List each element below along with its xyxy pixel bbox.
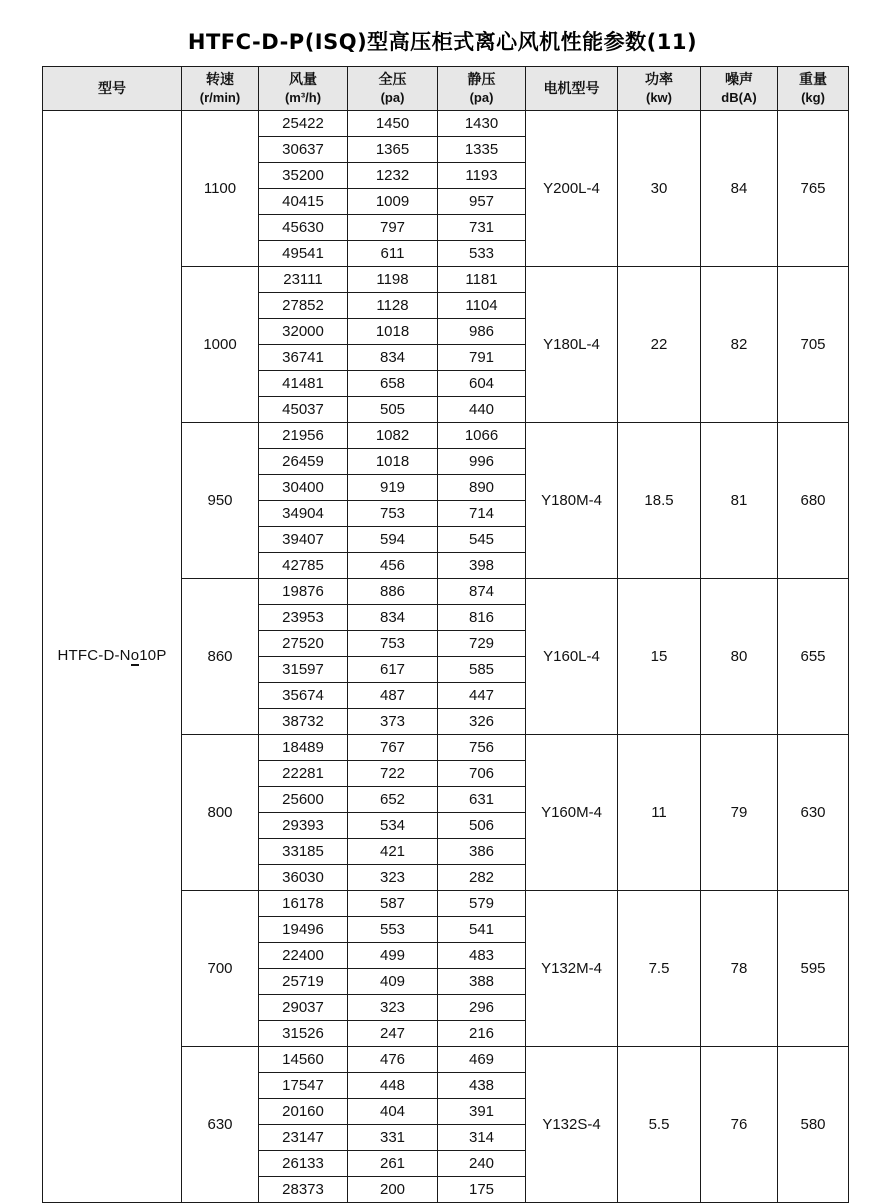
speed-cell: 700 xyxy=(182,891,259,1047)
header-label: 静压 xyxy=(467,71,496,88)
total-pressure-cell: 247 xyxy=(348,1021,438,1047)
header-unit: (m³/h) xyxy=(284,90,322,106)
header-cell-flow xyxy=(259,67,348,111)
total-pressure-cell: 404 xyxy=(348,1099,438,1125)
power-cell: 5.5 xyxy=(618,1047,701,1203)
table-header xyxy=(43,67,849,111)
weight-cell: 630 xyxy=(778,735,849,891)
static-pressure-cell: 240 xyxy=(438,1151,526,1177)
flow-cell: 25719 xyxy=(259,969,348,995)
static-pressure-cell: 175 xyxy=(438,1177,526,1203)
flow-cell: 23953 xyxy=(259,605,348,631)
flow-cell: 26459 xyxy=(259,449,348,475)
static-pressure-cell: 391 xyxy=(438,1099,526,1125)
speed-cell: 630 xyxy=(182,1047,259,1203)
static-pressure-cell: 604 xyxy=(438,371,526,397)
static-pressure-cell: 1181 xyxy=(438,267,526,293)
total-pressure-cell: 487 xyxy=(348,683,438,709)
flow-cell: 30637 xyxy=(259,137,348,163)
flow-cell: 28373 xyxy=(259,1177,348,1203)
static-pressure-cell: 729 xyxy=(438,631,526,657)
static-pressure-cell: 545 xyxy=(438,527,526,553)
model-text-prefix: HTFC-D-N xyxy=(57,647,131,665)
total-pressure-cell: 594 xyxy=(348,527,438,553)
header-row xyxy=(43,67,849,111)
total-pressure-cell: 373 xyxy=(348,709,438,735)
flow-cell: 22281 xyxy=(259,761,348,787)
total-pressure-cell: 1009 xyxy=(348,189,438,215)
flow-cell: 21956 xyxy=(259,423,348,449)
power-cell: 11 xyxy=(618,735,701,891)
motor-cell: Y132M-4 xyxy=(526,891,618,1047)
total-pressure-cell: 505 xyxy=(348,397,438,423)
flow-cell: 35200 xyxy=(259,163,348,189)
power-cell: 18.5 xyxy=(618,423,701,579)
speed-cell: 1100 xyxy=(182,111,259,267)
weight-cell: 655 xyxy=(778,579,849,735)
total-pressure-cell: 617 xyxy=(348,657,438,683)
flow-cell: 20160 xyxy=(259,1099,348,1125)
flow-cell: 19876 xyxy=(259,579,348,605)
total-pressure-cell: 722 xyxy=(348,761,438,787)
flow-cell: 35674 xyxy=(259,683,348,709)
model-cell xyxy=(43,111,182,1203)
power-cell: 30 xyxy=(618,111,701,267)
power-cell: 22 xyxy=(618,267,701,423)
total-pressure-cell: 1365 xyxy=(348,137,438,163)
total-pressure-cell: 409 xyxy=(348,969,438,995)
total-pressure-cell: 1082 xyxy=(348,423,438,449)
flow-cell: 23111 xyxy=(259,267,348,293)
flow-cell: 19496 xyxy=(259,917,348,943)
static-pressure-cell: 541 xyxy=(438,917,526,943)
page-title: HTFC-D-P(ISQ)型高压柜式离心风机性能参数(11) xyxy=(187,30,698,54)
weight-cell: 765 xyxy=(778,111,849,267)
flow-cell: 26133 xyxy=(259,1151,348,1177)
total-pressure-cell: 834 xyxy=(348,345,438,371)
static-pressure-cell: 440 xyxy=(438,397,526,423)
static-pressure-cell: 874 xyxy=(438,579,526,605)
header-unit: dB(A) xyxy=(721,90,757,106)
noise-cell: 80 xyxy=(701,579,778,735)
static-pressure-cell: 579 xyxy=(438,891,526,917)
flow-cell: 29393 xyxy=(259,813,348,839)
flow-cell: 34904 xyxy=(259,501,348,527)
speed-cell: 950 xyxy=(182,423,259,579)
flow-cell: 36030 xyxy=(259,865,348,891)
total-pressure-cell: 323 xyxy=(348,865,438,891)
noise-cell: 79 xyxy=(701,735,778,891)
static-pressure-cell: 314 xyxy=(438,1125,526,1151)
total-pressure-cell: 1018 xyxy=(348,449,438,475)
header-cell-motor xyxy=(526,67,618,111)
total-pressure-cell: 652 xyxy=(348,787,438,813)
total-pressure-cell: 1450 xyxy=(348,111,438,137)
total-pressure-cell: 421 xyxy=(348,839,438,865)
static-pressure-cell: 986 xyxy=(438,319,526,345)
static-pressure-cell: 816 xyxy=(438,605,526,631)
header-cell-power xyxy=(618,67,701,111)
static-pressure-cell: 714 xyxy=(438,501,526,527)
flow-cell: 29037 xyxy=(259,995,348,1021)
total-pressure-cell: 753 xyxy=(348,501,438,527)
flow-cell: 30400 xyxy=(259,475,348,501)
noise-cell: 78 xyxy=(701,891,778,1047)
flow-cell: 39407 xyxy=(259,527,348,553)
static-pressure-cell: 386 xyxy=(438,839,526,865)
flow-cell: 45630 xyxy=(259,215,348,241)
total-pressure-cell: 534 xyxy=(348,813,438,839)
flow-cell: 14560 xyxy=(259,1047,348,1073)
header-cell-total-pressure xyxy=(348,67,438,111)
noise-cell: 82 xyxy=(701,267,778,423)
flow-cell: 32000 xyxy=(259,319,348,345)
static-pressure-cell: 585 xyxy=(438,657,526,683)
static-pressure-cell: 706 xyxy=(438,761,526,787)
header-unit: (kw) xyxy=(646,90,672,106)
header-unit: (r/min) xyxy=(199,90,241,106)
motor-cell: Y200L-4 xyxy=(526,111,618,267)
noise-cell: 81 xyxy=(701,423,778,579)
static-pressure-cell: 326 xyxy=(438,709,526,735)
static-pressure-cell: 438 xyxy=(438,1073,526,1099)
noise-cell: 84 xyxy=(701,111,778,267)
static-pressure-cell: 506 xyxy=(438,813,526,839)
total-pressure-cell: 834 xyxy=(348,605,438,631)
total-pressure-cell: 331 xyxy=(348,1125,438,1151)
static-pressure-cell: 216 xyxy=(438,1021,526,1047)
fan-performance-table xyxy=(42,66,849,1203)
total-pressure-cell: 1198 xyxy=(348,267,438,293)
header-cell-static-pressure xyxy=(438,67,526,111)
speed-cell: 860 xyxy=(182,579,259,735)
header-cell-noise xyxy=(701,67,778,111)
motor-cell: Y160M-4 xyxy=(526,735,618,891)
total-pressure-cell: 797 xyxy=(348,215,438,241)
total-pressure-cell: 1232 xyxy=(348,163,438,189)
total-pressure-cell: 886 xyxy=(348,579,438,605)
static-pressure-cell: 1430 xyxy=(438,111,526,137)
flow-cell: 22400 xyxy=(259,943,348,969)
static-pressure-cell: 533 xyxy=(438,241,526,267)
total-pressure-cell: 200 xyxy=(348,1177,438,1203)
model-text-suffix: 10P xyxy=(139,647,167,665)
flow-cell: 23147 xyxy=(259,1125,348,1151)
static-pressure-cell: 996 xyxy=(438,449,526,475)
header-cell-speed xyxy=(182,67,259,111)
static-pressure-cell: 447 xyxy=(438,683,526,709)
static-pressure-cell: 398 xyxy=(438,553,526,579)
header-cell-model xyxy=(43,67,182,111)
static-pressure-cell: 731 xyxy=(438,215,526,241)
total-pressure-cell: 476 xyxy=(348,1047,438,1073)
total-pressure-cell: 611 xyxy=(348,241,438,267)
header-label: 风量 xyxy=(289,71,317,88)
static-pressure-cell: 282 xyxy=(438,865,526,891)
flow-cell: 25600 xyxy=(259,787,348,813)
motor-cell: Y180M-4 xyxy=(526,423,618,579)
static-pressure-cell: 1335 xyxy=(438,137,526,163)
flow-cell: 31597 xyxy=(259,657,348,683)
power-cell: 7.5 xyxy=(618,891,701,1047)
header-label: 全压 xyxy=(378,71,407,88)
weight-cell: 680 xyxy=(778,423,849,579)
flow-cell: 40415 xyxy=(259,189,348,215)
weight-cell: 705 xyxy=(778,267,849,423)
total-pressure-cell: 587 xyxy=(348,891,438,917)
static-pressure-cell: 296 xyxy=(438,995,526,1021)
total-pressure-cell: 1128 xyxy=(348,293,438,319)
total-pressure-cell: 753 xyxy=(348,631,438,657)
flow-cell: 27520 xyxy=(259,631,348,657)
header-unit: (kg) xyxy=(801,90,825,106)
flow-cell: 42785 xyxy=(259,553,348,579)
flow-cell: 18489 xyxy=(259,735,348,761)
power-cell: 15 xyxy=(618,579,701,735)
motor-cell: Y180L-4 xyxy=(526,267,618,423)
header-label: 噪声 xyxy=(725,71,753,88)
header-unit: (pa) xyxy=(380,90,405,106)
static-pressure-cell: 631 xyxy=(438,787,526,813)
static-pressure-cell: 483 xyxy=(438,943,526,969)
table-body xyxy=(43,111,849,1203)
header-label: 型号 xyxy=(98,80,126,97)
total-pressure-cell: 553 xyxy=(348,917,438,943)
noise-cell: 76 xyxy=(701,1047,778,1203)
weight-cell: 580 xyxy=(778,1047,849,1203)
total-pressure-cell: 261 xyxy=(348,1151,438,1177)
total-pressure-cell: 323 xyxy=(348,995,438,1021)
flow-cell: 38732 xyxy=(259,709,348,735)
flow-cell: 25422 xyxy=(259,111,348,137)
model-underlined-char: o xyxy=(130,647,140,665)
static-pressure-cell: 756 xyxy=(438,735,526,761)
total-pressure-cell: 456 xyxy=(348,553,438,579)
static-pressure-cell: 388 xyxy=(438,969,526,995)
static-pressure-cell: 791 xyxy=(438,345,526,371)
header-label: 功率 xyxy=(645,71,673,88)
flow-cell: 31526 xyxy=(259,1021,348,1047)
motor-cell: Y132S-4 xyxy=(526,1047,618,1203)
flow-cell: 45037 xyxy=(259,397,348,423)
flow-cell: 49541 xyxy=(259,241,348,267)
total-pressure-cell: 658 xyxy=(348,371,438,397)
total-pressure-cell: 1018 xyxy=(348,319,438,345)
static-pressure-cell: 1193 xyxy=(438,163,526,189)
static-pressure-cell: 890 xyxy=(438,475,526,501)
flow-cell: 16178 xyxy=(259,891,348,917)
weight-cell: 595 xyxy=(778,891,849,1047)
static-pressure-cell: 1104 xyxy=(438,293,526,319)
header-label: 重量 xyxy=(799,71,827,88)
static-pressure-cell: 957 xyxy=(438,189,526,215)
total-pressure-cell: 919 xyxy=(348,475,438,501)
header-label: 转速 xyxy=(206,71,234,88)
total-pressure-cell: 767 xyxy=(348,735,438,761)
total-pressure-cell: 499 xyxy=(348,943,438,969)
flow-cell: 17547 xyxy=(259,1073,348,1099)
speed-cell: 1000 xyxy=(182,267,259,423)
table-row xyxy=(43,111,849,137)
header-cell-weight xyxy=(778,67,849,111)
static-pressure-cell: 1066 xyxy=(438,423,526,449)
header-unit: (pa) xyxy=(469,90,494,106)
flow-cell: 36741 xyxy=(259,345,348,371)
static-pressure-cell: 469 xyxy=(438,1047,526,1073)
total-pressure-cell: 448 xyxy=(348,1073,438,1099)
speed-cell: 800 xyxy=(182,735,259,891)
flow-cell: 41481 xyxy=(259,371,348,397)
flow-cell: 27852 xyxy=(259,293,348,319)
header-label: 电机型号 xyxy=(543,80,600,97)
flow-cell: 33185 xyxy=(259,839,348,865)
motor-cell: Y160L-4 xyxy=(526,579,618,735)
